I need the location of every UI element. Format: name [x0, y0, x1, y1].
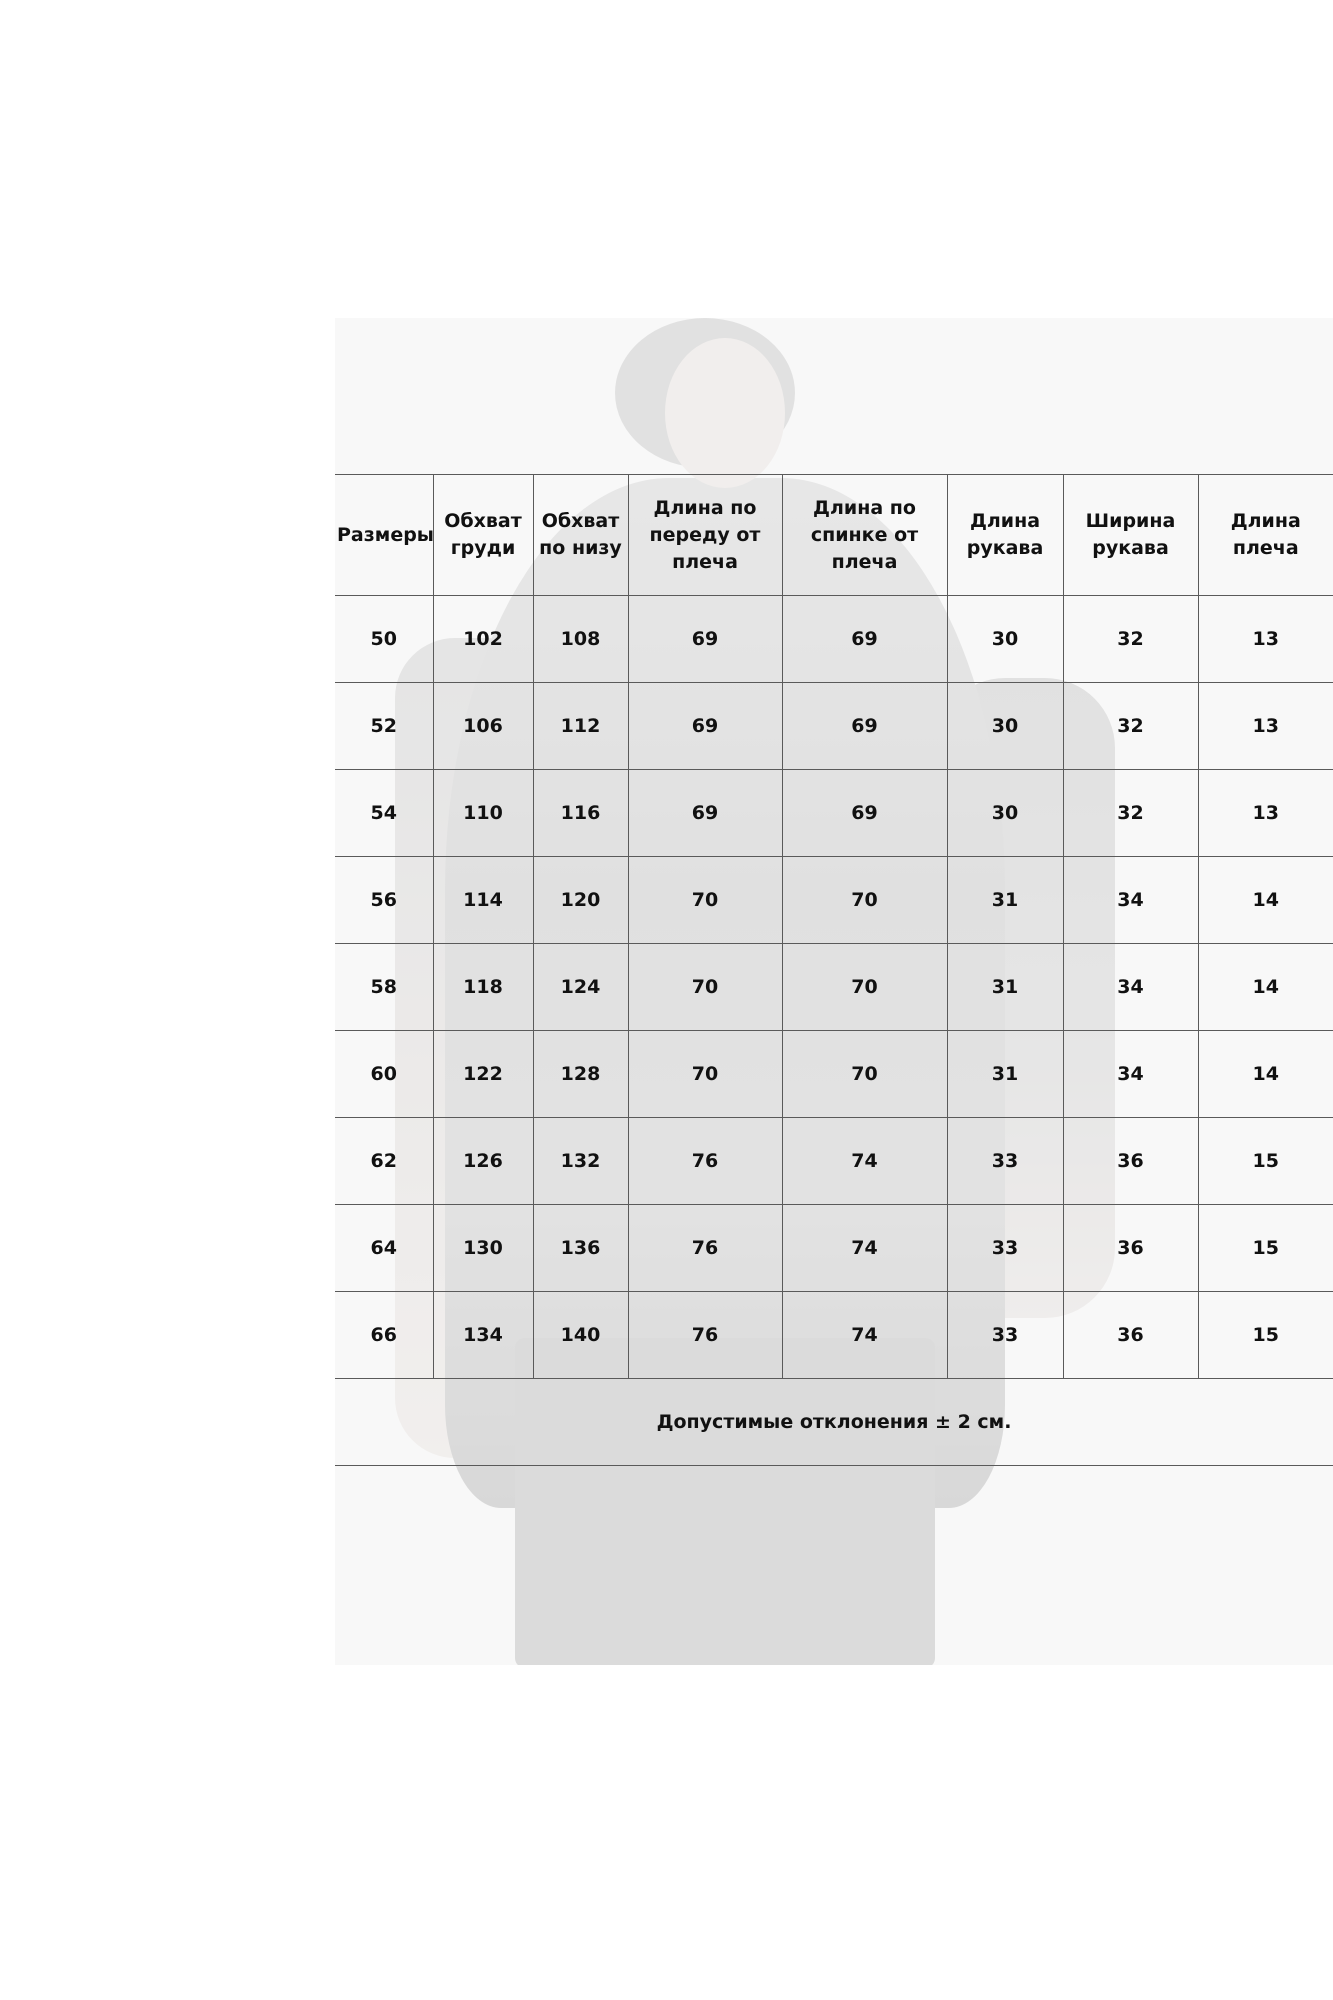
table-cell: 112 — [533, 683, 628, 770]
table-cell: 15 — [1198, 1118, 1333, 1205]
table-cell: 32 — [1063, 596, 1198, 683]
table-cell: 31 — [947, 1031, 1063, 1118]
header-cell: Длина рукава — [947, 475, 1063, 596]
table-cell: 69 — [628, 596, 782, 683]
table-cell: 110 — [433, 770, 533, 857]
table-cell: 15 — [1198, 1205, 1333, 1292]
table-cell: 69 — [782, 770, 947, 857]
table-body — [335, 596, 1333, 1466]
header-cell: Длина по переду от плеча — [628, 475, 782, 596]
table-cell: 69 — [782, 683, 947, 770]
table-cell: 69 — [628, 683, 782, 770]
table-cell: 31 — [947, 857, 1063, 944]
table-row — [335, 770, 1333, 857]
table-cell: 70 — [628, 944, 782, 1031]
table-cell: 116 — [533, 770, 628, 857]
table-cell: 66 — [335, 1292, 433, 1379]
table-row — [335, 596, 1333, 683]
table-cell: 34 — [1063, 857, 1198, 944]
table-cell: 33 — [947, 1205, 1063, 1292]
table-cell: 70 — [782, 857, 947, 944]
table-cell: 120 — [533, 857, 628, 944]
table-cell: 124 — [533, 944, 628, 1031]
table-cell: 56 — [335, 857, 433, 944]
table-cell: 14 — [1198, 944, 1333, 1031]
table-cell: 76 — [628, 1292, 782, 1379]
table-row — [335, 1292, 1333, 1379]
table-cell: 140 — [533, 1292, 628, 1379]
table-cell: 31 — [947, 944, 1063, 1031]
table-cell: 76 — [628, 1118, 782, 1205]
table-cell: 122 — [433, 1031, 533, 1118]
table-cell: 52 — [335, 683, 433, 770]
table-cell: 13 — [1198, 683, 1333, 770]
table-cell: 74 — [782, 1292, 947, 1379]
table-row — [335, 944, 1333, 1031]
table-cell: 34 — [1063, 944, 1198, 1031]
table-row — [335, 683, 1333, 770]
table-row — [335, 857, 1333, 944]
table-cell: 70 — [782, 944, 947, 1031]
table-cell: 58 — [335, 944, 433, 1031]
table-row — [335, 1205, 1333, 1292]
table-cell: 128 — [533, 1031, 628, 1118]
table-cell: 62 — [335, 1118, 433, 1205]
header-cell: Длина плеча — [1198, 475, 1333, 596]
header-cell: Обхват груди — [433, 475, 533, 596]
tolerance-note-row — [335, 1379, 1333, 1466]
table-cell: 15 — [1198, 1292, 1333, 1379]
table-cell: 34 — [1063, 1031, 1198, 1118]
table-cell: 33 — [947, 1118, 1063, 1205]
table-cell: 70 — [782, 1031, 947, 1118]
header-row — [335, 475, 1333, 596]
table-cell: 32 — [1063, 683, 1198, 770]
table-cell: 13 — [1198, 770, 1333, 857]
table-cell: 69 — [782, 596, 947, 683]
header-cell: Размеры — [335, 475, 433, 596]
table-cell: 114 — [433, 857, 533, 944]
tolerance-note: Допустимые отклонения ± 2 см. — [335, 1379, 1333, 1466]
table-cell: 64 — [335, 1205, 433, 1292]
table-cell: 36 — [1063, 1292, 1198, 1379]
table-cell: 118 — [433, 944, 533, 1031]
table-cell: 33 — [947, 1292, 1063, 1379]
table-row — [335, 1118, 1333, 1205]
table-cell: 69 — [628, 770, 782, 857]
header-cell: Длина по спинке от плеча — [782, 475, 947, 596]
table-cell: 32 — [1063, 770, 1198, 857]
table-cell: 108 — [533, 596, 628, 683]
table-cell: 102 — [433, 596, 533, 683]
table-cell: 136 — [533, 1205, 628, 1292]
table-cell: 36 — [1063, 1205, 1198, 1292]
table-cell: 130 — [433, 1205, 533, 1292]
table-cell: 30 — [947, 596, 1063, 683]
table-cell: 14 — [1198, 857, 1333, 944]
table-cell: 74 — [782, 1205, 947, 1292]
header-cell: Обхват по низу — [533, 475, 628, 596]
header-cell: Ширина рукава — [1063, 475, 1198, 596]
table-cell: 36 — [1063, 1118, 1198, 1205]
table-cell: 30 — [947, 683, 1063, 770]
table-cell: 50 — [335, 596, 433, 683]
table-cell: 60 — [335, 1031, 433, 1118]
table-row — [335, 1031, 1333, 1118]
table-cell: 14 — [1198, 1031, 1333, 1118]
table-cell: 70 — [628, 1031, 782, 1118]
table-cell: 134 — [433, 1292, 533, 1379]
table-cell: 70 — [628, 857, 782, 944]
table-cell: 30 — [947, 770, 1063, 857]
table-cell: 106 — [433, 683, 533, 770]
table-cell: 13 — [1198, 596, 1333, 683]
table-cell: 76 — [628, 1205, 782, 1292]
size-chart-table — [335, 474, 1333, 1466]
table-cell: 74 — [782, 1118, 947, 1205]
table-cell: 132 — [533, 1118, 628, 1205]
table-cell: 54 — [335, 770, 433, 857]
table-cell: 126 — [433, 1118, 533, 1205]
